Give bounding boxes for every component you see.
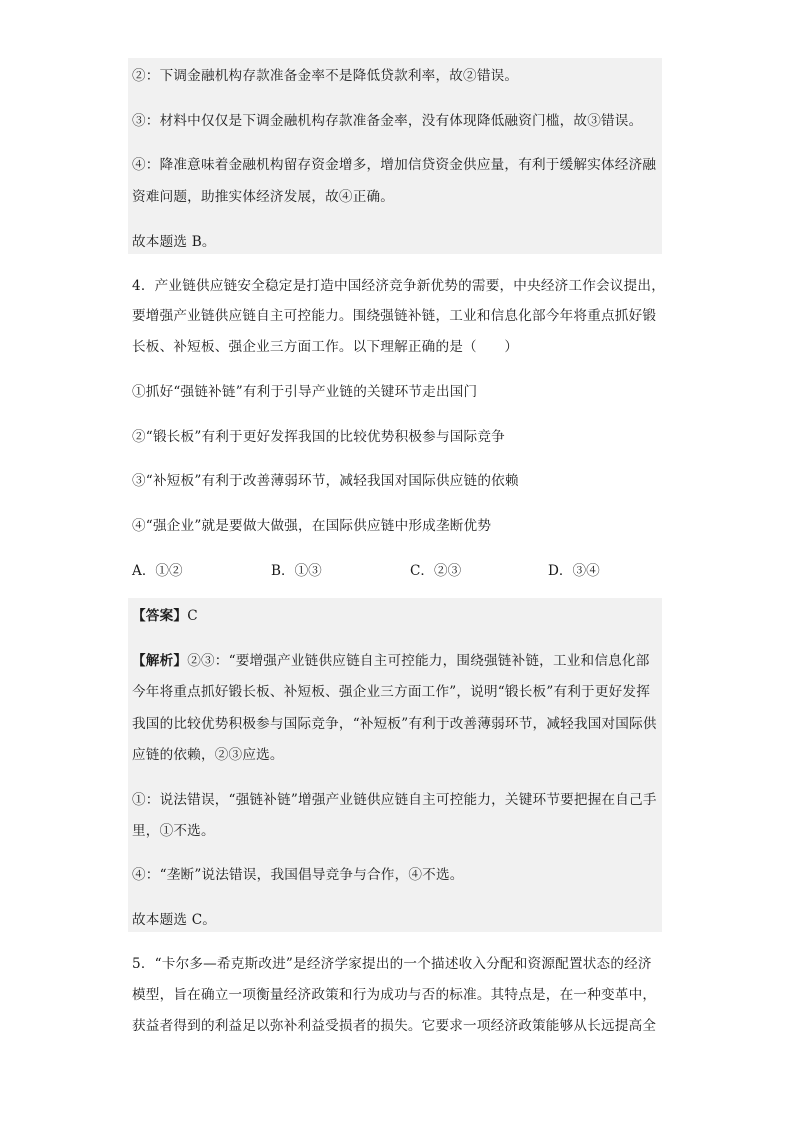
analysis4-p2a: ①：说法错误，“强链补链”增强产业链供应链自主可控能力，关键环节要把握在自己手 [132,792,657,808]
answer-label: 【答案】 [132,608,188,624]
question5-stem-c: 获益者得到的利益足以弥补利益受损者的损失。它要求一项经济政策能够从长远提高全 [132,1018,657,1034]
question4-stem-b: 要增强产业链供应链自主可控能力。围绕强链补链，工业和信息化部今年将重点抓好锻 [132,308,657,324]
answer-value: C [187,608,198,624]
analysis4-p1b: 今年将重点抓好锻长板、补短板、强企业三方面工作”，说明“锻长板”有利于更好发挥 [132,684,651,700]
explanation-prev-line-2: ③：材料中仅仅是下调金融机构存款准备金率，没有体现降低融资门槛，故③错误。 [132,113,643,129]
question4-option-b: B．①③ [271,563,322,579]
analysis4-p1c: 我国的比较优势积极参与国际竞争，“补短板”有利于改善薄弱环节，减轻我国对国际供 [132,716,657,732]
analysis4-p2b: 里，①不选。 [132,823,215,839]
question4-stem-c: 长板、补短板、强企业三方面工作。以下理解正确的是（ ） [132,339,519,355]
question4-item-4: ④“强企业”就是要做大做强，在国际供应链中形成垄断优势 [132,518,492,534]
analysis4-p1d: 应链的依赖，②③应选。 [132,747,284,763]
question4-item-3: ③“补短板”有利于改善薄弱环节，减轻我国对国际供应链的依赖 [132,473,519,489]
analysis4-p4: 故本题选 C。 [132,912,217,928]
explanation-prev-line-3b: 资难问题，助推实体经济发展，故④正确。 [132,189,395,205]
analysis-label: 【解析】 [132,653,188,669]
question5-stem-b: 模型，旨在确立一项衡量经济政策和行为成功与否的标准。其特点是，在一种变革中， [132,987,657,1003]
analysis4-p3: ④：“垄断”说法错误，我国倡导竞争与合作，④不选。 [132,867,464,883]
question4-stem-a: 4．产业链供应链安全稳定是打造中国经济竞争新优势的需要，中央经济工作会议提出， [132,278,666,294]
question5-stem-a: 5．“卡尔多—希克斯改进”是经济学家提出的一个描述收入分配和资源配置状态的经济 [132,956,652,972]
analysis4-p1a [132,651,650,671]
question4-option-d: D．③④ [548,563,600,579]
question4-option-c: C．②③ [410,563,462,579]
question4-item-1: ①抓好“强链补链”有利于引导产业链的关键环节走出国门 [132,384,478,400]
question4-item-2: ②“锻长板”有利于更好发挥我国的比较优势积极参与国际竞争 [132,429,505,445]
explanation-prev-line-3a: ④：降准意味着金融机构留存资金增多，增加信贷资金供应量，有利于缓解实体经济融 [132,157,657,173]
explanation-prev-line-1: ②：下调金融机构存款准备金率不是降低贷款利率，故②错误。 [132,68,519,84]
answer4-line [132,606,198,626]
question4-option-a: A．①② [132,563,183,579]
explanation-prev-line-4: 故本题选 B。 [132,234,216,250]
analysis-p1a-text: ②③：“要增强产业链供应链自主可控能力，围绕强链补链，工业和信息化部 [187,653,650,669]
